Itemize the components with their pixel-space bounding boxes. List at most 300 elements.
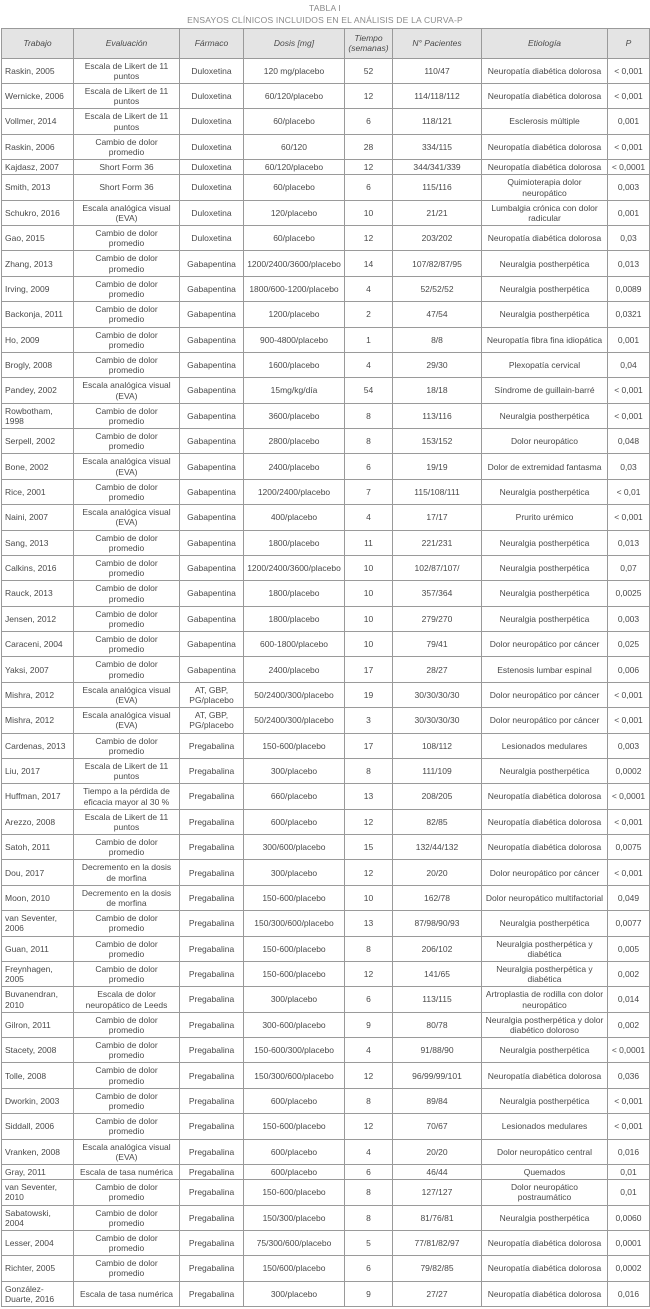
cell-tiempo: 6 (345, 987, 393, 1012)
cell-p: 0,01 (608, 1180, 650, 1205)
cell-trabajo: Kajdasz, 2007 (2, 160, 74, 175)
cell-tiempo: 8 (345, 1205, 393, 1230)
cell-evaluacion: Decremento en la dosis de morfina (74, 860, 180, 885)
table-row (2, 682, 650, 707)
cell-etiologia: Neuropatía fibra fina idiopática (482, 327, 608, 352)
cell-dosis: 300/placebo (244, 987, 345, 1012)
cell-dosis: 150-600/300/placebo (244, 1038, 345, 1063)
cell-dosis: 120/placebo (244, 200, 345, 225)
cell-etiologia: Neuropatía diabética dolorosa (482, 809, 608, 834)
cell-evaluacion: Escala de Likert de 11 puntos (74, 58, 180, 83)
cell-dosis: 150-600/placebo (244, 885, 345, 910)
cell-pacientes: 89/84 (393, 1088, 482, 1113)
cell-pacientes: 127/127 (393, 1180, 482, 1205)
cell-etiologia: Estenosis lumbar espinal (482, 657, 608, 682)
cell-etiologia: Neuropatía diabética dolorosa (482, 58, 608, 83)
cell-evaluacion: Cambio de dolor promedio (74, 479, 180, 504)
cell-trabajo: Satoh, 2011 (2, 835, 74, 860)
cell-tiempo: 6 (345, 1164, 393, 1179)
clinical-trials-table (1, 28, 650, 1307)
cell-tiempo: 28 (345, 134, 393, 159)
cell-pacientes: 115/116 (393, 175, 482, 200)
cell-evaluacion: Tiempo a la pérdida de eficacia mayor al 30 % (74, 784, 180, 809)
cell-trabajo: Ho, 2009 (2, 327, 74, 352)
cell-tiempo: 52 (345, 58, 393, 83)
table-row (2, 134, 650, 159)
cell-dosis: 660/placebo (244, 784, 345, 809)
cell-etiologia: Neuropatía diabética dolorosa (482, 784, 608, 809)
cell-evaluacion: Cambio de dolor promedio (74, 1088, 180, 1113)
cell-p: 0,048 (608, 429, 650, 454)
cell-p: < 0,001 (608, 682, 650, 707)
cell-dosis: 600/placebo (244, 809, 345, 834)
cell-p: 0,0002 (608, 758, 650, 783)
cell-p: 0,002 (608, 961, 650, 986)
cell-tiempo: 8 (345, 403, 393, 428)
cell-etiologia: Esclerosis múltiple (482, 109, 608, 134)
cell-trabajo: Zhang, 2013 (2, 251, 74, 276)
cell-trabajo: Vranken, 2008 (2, 1139, 74, 1164)
cell-etiologia: Neuropatía diabética dolorosa (482, 1281, 608, 1306)
cell-dosis: 150/600/placebo (244, 1256, 345, 1281)
cell-evaluacion: Cambio de dolor promedio (74, 352, 180, 377)
cell-p: < 0,001 (608, 403, 650, 428)
cell-pacientes: 29/30 (393, 352, 482, 377)
cell-farmaco: Pregabalina (180, 1256, 244, 1281)
cell-evaluacion: Escala de Likert de 11 puntos (74, 758, 180, 783)
cell-p: 0,0075 (608, 835, 650, 860)
cell-p: 0,016 (608, 1139, 650, 1164)
cell-trabajo: Pandey, 2002 (2, 378, 74, 403)
cell-pacientes: 21/21 (393, 200, 482, 225)
cell-dosis: 150-600/placebo (244, 1114, 345, 1139)
cell-dosis: 300/600/placebo (244, 835, 345, 860)
cell-p: 0,014 (608, 987, 650, 1012)
cell-trabajo: van Seventer, 2006 (2, 911, 74, 936)
cell-pacientes: 52/52/52 (393, 276, 482, 301)
cell-evaluacion: Cambio de dolor promedio (74, 276, 180, 301)
table-row (2, 1164, 650, 1179)
cell-tiempo: 11 (345, 530, 393, 555)
cell-p: 0,049 (608, 885, 650, 910)
cell-dosis: 300/placebo (244, 1281, 345, 1306)
cell-trabajo: Caraceni, 2004 (2, 632, 74, 657)
cell-tiempo: 4 (345, 352, 393, 377)
cell-dosis: 1200/2400/3600/placebo (244, 251, 345, 276)
cell-evaluacion: Cambio de dolor promedio (74, 911, 180, 936)
cell-pacientes: 108/112 (393, 733, 482, 758)
cell-pacientes: 115/108/111 (393, 479, 482, 504)
table-row (2, 809, 650, 834)
cell-farmaco: Gabapentina (180, 606, 244, 631)
cell-evaluacion: Cambio de dolor promedio (74, 1180, 180, 1205)
cell-etiologia: Neuralgia postherpética (482, 403, 608, 428)
cell-evaluacion: Cambio de dolor promedio (74, 632, 180, 657)
cell-farmaco: Duloxetina (180, 160, 244, 175)
cell-tiempo: 8 (345, 1180, 393, 1205)
cell-pacientes: 20/20 (393, 1139, 482, 1164)
cell-etiologia: Artroplastia de rodilla con dolor neuropático (482, 987, 608, 1012)
cell-p: < 0,001 (608, 58, 650, 83)
cell-evaluacion: Cambio de dolor promedio (74, 1230, 180, 1255)
cell-farmaco: Duloxetina (180, 58, 244, 83)
cell-farmaco: Pregabalina (180, 860, 244, 885)
cell-farmaco: Pregabalina (180, 1180, 244, 1205)
cell-farmaco: Gabapentina (180, 378, 244, 403)
cell-etiologia: Neuralgia postherpética (482, 555, 608, 580)
cell-dosis: 150-600/placebo (244, 961, 345, 986)
cell-trabajo: Cardenas, 2013 (2, 733, 74, 758)
cell-trabajo: Siddall, 2006 (2, 1114, 74, 1139)
cell-trabajo: Sabatowski, 2004 (2, 1205, 74, 1230)
cell-dosis: 60/120/placebo (244, 160, 345, 175)
cell-farmaco: Gabapentina (180, 555, 244, 580)
cell-evaluacion: Escala analógica visual (EVA) (74, 1139, 180, 1164)
cell-tiempo: 14 (345, 251, 393, 276)
cell-trabajo: Tolle, 2008 (2, 1063, 74, 1088)
table-row (2, 911, 650, 936)
cell-pacientes: 203/202 (393, 226, 482, 251)
cell-trabajo: Wernicke, 2006 (2, 84, 74, 109)
cell-pacientes: 18/18 (393, 378, 482, 403)
cell-tiempo: 8 (345, 1088, 393, 1113)
cell-etiologia: Quemados (482, 1164, 608, 1179)
cell-dosis: 900-4800/placebo (244, 327, 345, 352)
cell-farmaco: Gabapentina (180, 302, 244, 327)
cell-farmaco: Pregabalina (180, 1281, 244, 1306)
cell-p: 0,013 (608, 251, 650, 276)
cell-pacientes: 17/17 (393, 505, 482, 530)
table-row (2, 1230, 650, 1255)
table-row (2, 1180, 650, 1205)
table-row (2, 632, 650, 657)
cell-tiempo: 12 (345, 84, 393, 109)
table-row (2, 84, 650, 109)
cell-etiologia: Neuralgia postherpética (482, 530, 608, 555)
table-row (2, 758, 650, 783)
cell-farmaco: Pregabalina (180, 911, 244, 936)
cell-evaluacion: Cambio de dolor promedio (74, 134, 180, 159)
cell-pacientes: 162/78 (393, 885, 482, 910)
cell-pacientes: 19/19 (393, 454, 482, 479)
cell-etiologia: Dolor de extremidad fantasma (482, 454, 608, 479)
cell-p: < 0,001 (608, 1088, 650, 1113)
cell-evaluacion: Cambio de dolor promedio (74, 835, 180, 860)
cell-p: 0,07 (608, 555, 650, 580)
cell-tiempo: 2 (345, 302, 393, 327)
cell-trabajo: Moon, 2010 (2, 885, 74, 910)
cell-p: 0,01 (608, 1164, 650, 1179)
cell-tiempo: 6 (345, 109, 393, 134)
cell-trabajo: Rice, 2001 (2, 479, 74, 504)
cell-dosis: 600/placebo (244, 1088, 345, 1113)
cell-trabajo: Richter, 2005 (2, 1256, 74, 1281)
cell-trabajo: Brogly, 2008 (2, 352, 74, 377)
table-row (2, 160, 650, 175)
cell-farmaco: Pregabalina (180, 885, 244, 910)
cell-etiologia: Neuropatía diabética dolorosa (482, 226, 608, 251)
cell-pacientes: 91/88/90 (393, 1038, 482, 1063)
cell-p: < 0,001 (608, 378, 650, 403)
cell-pacientes: 82/85 (393, 809, 482, 834)
cell-tiempo: 9 (345, 1012, 393, 1037)
table-row (2, 226, 650, 251)
cell-p: 0,001 (608, 109, 650, 134)
cell-p: < 0,0001 (608, 1038, 650, 1063)
table-row (2, 1139, 650, 1164)
cell-tiempo: 6 (345, 1256, 393, 1281)
cell-trabajo: Bone, 2002 (2, 454, 74, 479)
cell-dosis: 15mg/kg/día (244, 378, 345, 403)
table-row (2, 961, 650, 986)
column-header-etiologia: Etiología (482, 29, 608, 58)
cell-farmaco: Duloxetina (180, 109, 244, 134)
cell-pacientes: 206/102 (393, 936, 482, 961)
table-row (2, 1205, 650, 1230)
cell-etiologia: Neuropatía diabética dolorosa (482, 1063, 608, 1088)
cell-dosis: 150/300/placebo (244, 1205, 345, 1230)
column-header-tiempo: Tiempo (semanas) (345, 29, 393, 58)
cell-evaluacion: Escala analógica visual (EVA) (74, 378, 180, 403)
cell-trabajo: Stacety, 2008 (2, 1038, 74, 1063)
cell-etiologia: Neuropatía diabética dolorosa (482, 84, 608, 109)
cell-trabajo: Freynhagen, 2005 (2, 961, 74, 986)
cell-farmaco: Duloxetina (180, 175, 244, 200)
cell-evaluacion: Cambio de dolor promedio (74, 1063, 180, 1088)
cell-etiologia: Dolor neuropático (482, 429, 608, 454)
cell-etiologia: Dolor neuropático por cáncer (482, 632, 608, 657)
cell-trabajo: Vollmer, 2014 (2, 109, 74, 134)
cell-etiologia: Lumbalgia crónica con dolor radicular (482, 200, 608, 225)
cell-dosis: 400/placebo (244, 505, 345, 530)
table-row (2, 352, 650, 377)
cell-pacientes: 107/82/87/95 (393, 251, 482, 276)
cell-etiologia: Síndrome de guillain-barré (482, 378, 608, 403)
column-header-pacientes: N° Pacientes (393, 29, 482, 58)
cell-pacientes: 113/115 (393, 987, 482, 1012)
table-row (2, 1063, 650, 1088)
table-row (2, 987, 650, 1012)
table-header (2, 29, 650, 58)
cell-tiempo: 12 (345, 809, 393, 834)
cell-tiempo: 17 (345, 733, 393, 758)
column-header-farmaco: Fármaco (180, 29, 244, 58)
cell-pacientes: 221/231 (393, 530, 482, 555)
cell-trabajo: Yaksi, 2007 (2, 657, 74, 682)
cell-pacientes: 357/364 (393, 581, 482, 606)
cell-trabajo: Jensen, 2012 (2, 606, 74, 631)
cell-tiempo: 12 (345, 860, 393, 885)
table-row (2, 555, 650, 580)
cell-pacientes: 27/27 (393, 1281, 482, 1306)
cell-tiempo: 4 (345, 1139, 393, 1164)
cell-p: < 0,0001 (608, 784, 650, 809)
cell-dosis: 1800/placebo (244, 581, 345, 606)
cell-p: 0,001 (608, 327, 650, 352)
cell-pacientes: 87/98/90/93 (393, 911, 482, 936)
cell-etiologia: Neuralgia postherpética (482, 1205, 608, 1230)
cell-pacientes: 153/152 (393, 429, 482, 454)
table-row (2, 175, 650, 200)
cell-evaluacion: Escala de dolor neuropático de Leeds (74, 987, 180, 1012)
cell-pacientes: 30/30/30/30 (393, 682, 482, 707)
cell-dosis: 150-600/placebo (244, 936, 345, 961)
cell-evaluacion: Escala analógica visual (EVA) (74, 708, 180, 733)
cell-pacientes: 77/81/82/97 (393, 1230, 482, 1255)
cell-evaluacion: Cambio de dolor promedio (74, 1038, 180, 1063)
table-row (2, 1088, 650, 1113)
cell-evaluacion: Cambio de dolor promedio (74, 530, 180, 555)
cell-pacientes: 46/44 (393, 1164, 482, 1179)
cell-evaluacion: Cambio de dolor promedio (74, 1012, 180, 1037)
header-row (2, 29, 650, 58)
cell-etiologia: Neuralgia postherpética (482, 1088, 608, 1113)
cell-evaluacion: Escala de Likert de 11 puntos (74, 84, 180, 109)
cell-evaluacion: Escala de tasa numérica (74, 1281, 180, 1306)
cell-etiologia: Neuralgia postherpética y diabética (482, 961, 608, 986)
table-row (2, 1281, 650, 1306)
cell-dosis: 50/2400/300/placebo (244, 708, 345, 733)
cell-p: < 0,01 (608, 479, 650, 504)
cell-dosis: 1800/placebo (244, 530, 345, 555)
cell-tiempo: 6 (345, 175, 393, 200)
cell-dosis: 150/300/600/placebo (244, 911, 345, 936)
cell-farmaco: Pregabalina (180, 1230, 244, 1255)
cell-pacientes: 30/30/30/30 (393, 708, 482, 733)
table-row (2, 479, 650, 504)
cell-farmaco: Gabapentina (180, 454, 244, 479)
cell-farmaco: Pregabalina (180, 1063, 244, 1088)
table-row (2, 251, 650, 276)
cell-etiologia: Dolor neuropático por cáncer (482, 708, 608, 733)
cell-trabajo: Rowbotham, 1998 (2, 403, 74, 428)
cell-trabajo: Sang, 2013 (2, 530, 74, 555)
cell-tiempo: 1 (345, 327, 393, 352)
cell-tiempo: 10 (345, 581, 393, 606)
cell-dosis: 60/120 (244, 134, 345, 159)
table-row (2, 708, 650, 733)
cell-evaluacion: Escala analógica visual (EVA) (74, 200, 180, 225)
cell-trabajo: Raskin, 2005 (2, 58, 74, 83)
cell-p: < 0,001 (608, 708, 650, 733)
cell-trabajo: Calkins, 2016 (2, 555, 74, 580)
cell-pacientes: 96/99/99/101 (393, 1063, 482, 1088)
cell-trabajo: Backonja, 2011 (2, 302, 74, 327)
cell-tiempo: 15 (345, 835, 393, 860)
column-header-trabajo: Trabajo (2, 29, 74, 58)
cell-tiempo: 4 (345, 505, 393, 530)
cell-p: 0,003 (608, 606, 650, 631)
cell-dosis: 1600/placebo (244, 352, 345, 377)
table-row (2, 530, 650, 555)
table-row (2, 505, 650, 530)
cell-p: 0,003 (608, 733, 650, 758)
table-body (2, 58, 650, 1306)
cell-pacientes: 102/87/107/ (393, 555, 482, 580)
cell-evaluacion: Escala de Likert de 11 puntos (74, 809, 180, 834)
cell-dosis: 3600/placebo (244, 403, 345, 428)
cell-etiologia: Neuralgia postherpética (482, 911, 608, 936)
cell-trabajo: Gray, 2011 (2, 1164, 74, 1179)
cell-evaluacion: Cambio de dolor promedio (74, 657, 180, 682)
cell-dosis: 2800/placebo (244, 429, 345, 454)
cell-farmaco: Duloxetina (180, 226, 244, 251)
cell-etiologia: Dolor neuropático central (482, 1139, 608, 1164)
table-row (2, 429, 650, 454)
cell-p: < 0,0001 (608, 160, 650, 175)
cell-trabajo: Liu, 2017 (2, 758, 74, 783)
cell-farmaco: Pregabalina (180, 1012, 244, 1037)
cell-p: 0,005 (608, 936, 650, 961)
table-number: TABLA I (309, 3, 341, 13)
cell-p: 0,0321 (608, 302, 650, 327)
cell-tiempo: 9 (345, 1281, 393, 1306)
table-row (2, 1256, 650, 1281)
cell-farmaco: Gabapentina (180, 352, 244, 377)
cell-pacientes: 28/27 (393, 657, 482, 682)
cell-farmaco: Duloxetina (180, 134, 244, 159)
cell-p: 0,0077 (608, 911, 650, 936)
cell-etiologia: Dolor neuropático por cáncer (482, 682, 608, 707)
cell-trabajo: Smith, 2013 (2, 175, 74, 200)
cell-etiologia: Neuralgia postherpética (482, 606, 608, 631)
cell-etiologia: Neuralgia postherpética (482, 758, 608, 783)
table-row (2, 58, 650, 83)
cell-pacientes: 279/270 (393, 606, 482, 631)
cell-dosis: 600-1800/placebo (244, 632, 345, 657)
cell-trabajo: Mishra, 2012 (2, 708, 74, 733)
cell-trabajo: Lesser, 2004 (2, 1230, 74, 1255)
cell-farmaco: Gabapentina (180, 581, 244, 606)
cell-farmaco: Gabapentina (180, 479, 244, 504)
cell-tiempo: 8 (345, 936, 393, 961)
cell-evaluacion: Cambio de dolor promedio (74, 961, 180, 986)
cell-p: 0,003 (608, 175, 650, 200)
cell-pacientes: 118/121 (393, 109, 482, 134)
cell-farmaco: Pregabalina (180, 835, 244, 860)
cell-pacientes: 20/20 (393, 860, 482, 885)
table-row (2, 606, 650, 631)
cell-dosis: 1800/placebo (244, 606, 345, 631)
table-row (2, 378, 650, 403)
cell-farmaco: Gabapentina (180, 632, 244, 657)
cell-tiempo: 12 (345, 1114, 393, 1139)
cell-p: 0,002 (608, 1012, 650, 1037)
cell-dosis: 2400/placebo (244, 657, 345, 682)
cell-p: 0,0089 (608, 276, 650, 301)
cell-farmaco: Gabapentina (180, 251, 244, 276)
cell-farmaco: Pregabalina (180, 809, 244, 834)
cell-trabajo: Gilron, 2011 (2, 1012, 74, 1037)
cell-etiologia: Dolor neuropático multifactorial (482, 885, 608, 910)
cell-dosis: 600/placebo (244, 1139, 345, 1164)
cell-farmaco: Gabapentina (180, 657, 244, 682)
cell-etiologia: Lesionados medulares (482, 1114, 608, 1139)
cell-p: < 0,001 (608, 1114, 650, 1139)
cell-farmaco: Pregabalina (180, 1114, 244, 1139)
cell-dosis: 2400/placebo (244, 454, 345, 479)
cell-evaluacion: Cambio de dolor promedio (74, 1256, 180, 1281)
cell-trabajo: González-Duarte, 2016 (2, 1281, 74, 1306)
table-row (2, 302, 650, 327)
cell-evaluacion: Cambio de dolor promedio (74, 251, 180, 276)
cell-p: < 0,001 (608, 84, 650, 109)
table-caption: ENSAYOS CLÍNICOS INCLUIDOS EN EL ANÁLISIS DE LA CURVA-P (187, 14, 463, 25)
cell-pacientes: 113/116 (393, 403, 482, 428)
cell-farmaco: Gabapentina (180, 327, 244, 352)
cell-farmaco: Pregabalina (180, 936, 244, 961)
cell-pacientes: 8/8 (393, 327, 482, 352)
